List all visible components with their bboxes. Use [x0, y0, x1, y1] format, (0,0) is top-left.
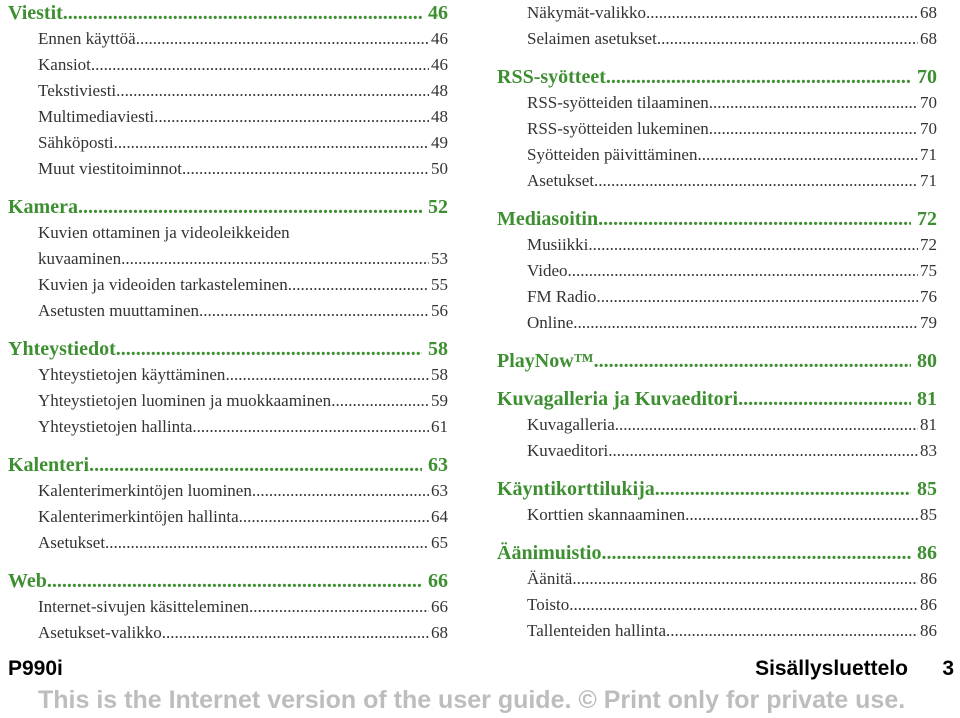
toc-section-aanimuistio[interactable]: Äänimuistio ..... 86 [497, 540, 937, 566]
toc-item[interactable]: Tallenteiden hallinta ..... 86 [497, 618, 937, 644]
toc-section-yhteystiedot[interactable]: Yhteystiedot ..... 58 [8, 336, 448, 362]
toc-item[interactable]: Kuvagalleria ..... 81 [497, 412, 937, 438]
toc-item[interactable]: Syötteiden päivittäminen ..... 71 [497, 142, 937, 168]
toc-item[interactable]: Yhteystietojen luominen ja muokkaaminen ..... 59 [8, 388, 448, 414]
toc-section-kayntikorttilukija[interactable]: Käyntikorttilukija ..... 85 [497, 476, 937, 502]
toc-item[interactable]: RSS-syötteiden tilaaminen ..... 70 [497, 90, 937, 116]
toc-item[interactable]: FM Radio ..... 76 [497, 284, 937, 310]
footer-section-title: Sisällysluettelo [755, 657, 908, 680]
toc-item[interactable]: Yhteystietojen käyttäminen ..... 58 [8, 362, 448, 388]
toc-section-kuvagalleria[interactable]: Kuvagalleria ja Kuvaeditori ..... 81 [497, 386, 937, 412]
toc-item[interactable]: Selaimen asetukset ..... 68 [497, 26, 937, 52]
toc-section-rss[interactable]: RSS-syötteet ..... 70 [497, 64, 937, 90]
toc-item[interactable]: kuvaaminen ..... 53 [8, 246, 448, 272]
toc-section-mediasoitin[interactable]: Mediasoitin ..... 72 [497, 206, 937, 232]
footer-page-number: 3 [942, 657, 954, 680]
toc-item[interactable]: Asetukset ..... 65 [8, 530, 448, 556]
toc-item[interactable]: Korttien skannaaminen ..... 85 [497, 502, 937, 528]
toc-item[interactable]: Näkymät-valikko ..... 68 [497, 0, 937, 26]
toc-item[interactable]: Video ..... 75 [497, 258, 937, 284]
toc-item[interactable]: Kalenterimerkintöjen hallinta ..... 64 [8, 504, 448, 530]
toc-item[interactable]: Kuvien ja videoiden tarkasteleminen ..... 55 [8, 272, 448, 298]
toc-left-column [8, 0, 448, 646]
toc-item[interactable]: Toisto ..... 86 [497, 592, 937, 618]
toc-item[interactable]: Yhteystietojen hallinta ..... 61 [8, 414, 448, 440]
toc-item[interactable]: Asetukset-valikko ..... 68 [8, 620, 448, 646]
toc-item[interactable]: Kuvien ottaminen ja videoleikkeiden [38, 223, 290, 242]
toc-item[interactable]: Ennen käyttöä ..... 46 [8, 26, 448, 52]
toc-item[interactable]: Online ..... 79 [497, 310, 937, 336]
toc-item[interactable]: Muut viestitoiminnot ..... 50 [8, 156, 448, 182]
toc-item[interactable]: RSS-syötteiden lukeminen ..... 70 [497, 116, 937, 142]
toc-item[interactable]: Musiikki ..... 72 [497, 232, 937, 258]
toc-section-kamera[interactable]: Kamera ..... 52 [8, 194, 448, 220]
toc-item[interactable]: Asetusten muuttaminen ..... 56 [8, 298, 448, 324]
toc-section-kalenteri[interactable]: Kalenteri ..... 63 [8, 452, 448, 478]
internet-version-notice: This is the Internet version of the user guide. © Print only for private use. [38, 686, 906, 714]
toc-item[interactable]: Kalenterimerkintöjen luominen ..... 63 [8, 478, 448, 504]
toc-item[interactable]: Äänitä ..... 86 [497, 566, 937, 592]
toc-item[interactable]: Kansiot ..... 46 [8, 52, 448, 78]
toc-item[interactable]: Multimediaviesti ..... 48 [8, 104, 448, 130]
toc-section-viestit[interactable]: Viestit ..... 46 [8, 0, 448, 26]
footer-model: P990i [8, 657, 63, 680]
toc-item[interactable]: Internet-sivujen käsitteleminen ..... 66 [8, 594, 448, 620]
toc-item[interactable]: Tekstiviesti ..... 48 [8, 78, 448, 104]
toc-section-web[interactable]: Web ..... 66 [8, 568, 448, 594]
toc-right-column [497, 0, 937, 644]
toc-item[interactable]: Kuvaeditori ..... 83 [497, 438, 937, 464]
toc-item[interactable]: Sähköposti ..... 49 [8, 130, 448, 156]
toc-item[interactable]: Asetukset ..... 71 [497, 168, 937, 194]
toc-section-playnow[interactable]: PlayNow™ ..... 80 [497, 348, 937, 374]
